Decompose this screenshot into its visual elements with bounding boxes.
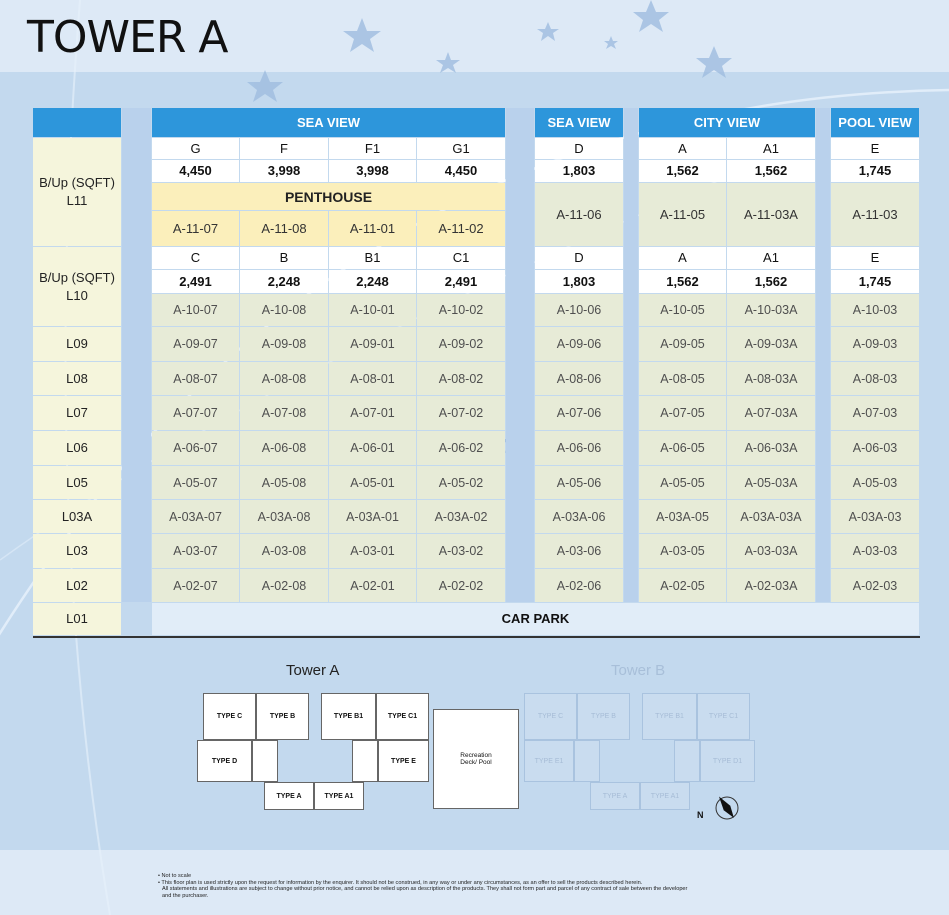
header-sea-view-main: SEA VIEW bbox=[152, 108, 505, 137]
unit-size: 1,745 bbox=[831, 160, 919, 182]
unit-size: 2,248 bbox=[240, 270, 328, 293]
unit-cell: A-09-05 bbox=[639, 327, 726, 361]
unit-cell: A-02-07 bbox=[152, 569, 239, 602]
unit-type: F1 bbox=[329, 138, 416, 159]
unit-type: G1 bbox=[417, 138, 505, 159]
unit-size: 1,803 bbox=[535, 160, 623, 182]
unit-cell: A-03-08 bbox=[240, 534, 328, 568]
unit-cell: A-03-06 bbox=[535, 534, 623, 568]
unit-cell: A-11-08 bbox=[240, 211, 328, 246]
unit-cell: A-11-06 bbox=[535, 183, 623, 246]
unit-cell: A-03A-06 bbox=[535, 500, 623, 533]
car-park: CAR PARK bbox=[152, 603, 919, 635]
unit-cell: A-06-05 bbox=[639, 431, 726, 465]
unit-size: 1,562 bbox=[727, 160, 815, 182]
unit-size: 3,998 bbox=[329, 160, 416, 182]
unit-cell: A-08-06 bbox=[535, 362, 623, 395]
unit-cell: A-05-08 bbox=[240, 466, 328, 499]
unit-cell: A-11-05 bbox=[639, 183, 726, 246]
tower-b-type-b: TYPE B bbox=[577, 693, 630, 740]
unit-cell: A-07-03 bbox=[831, 396, 919, 430]
unit-cell: A-08-01 bbox=[329, 362, 416, 395]
unit-cell: A-08-05 bbox=[639, 362, 726, 395]
recreation-deck-pool: Recreation Deck/ Pool bbox=[433, 709, 519, 809]
unit-cell: A-05-05 bbox=[639, 466, 726, 499]
unit-cell: A-02-03A bbox=[727, 569, 815, 602]
unit-type: A1 bbox=[727, 247, 815, 269]
unit-cell: A-03A-03 bbox=[831, 500, 919, 533]
unit-cell: A-09-07 bbox=[152, 327, 239, 361]
key-plan-type-e: TYPE E bbox=[378, 740, 429, 782]
tower-b-type-a1: TYPE A1 bbox=[640, 782, 690, 810]
unit-cell: A-05-03A bbox=[727, 466, 815, 499]
unit-cell: A-10-08 bbox=[240, 294, 328, 326]
tower-a-label: Tower A bbox=[286, 662, 340, 679]
header-city-view: CITY VIEW bbox=[639, 108, 815, 137]
unit-cell: A-03A-01 bbox=[329, 500, 416, 533]
unit-cell: A-03-02 bbox=[417, 534, 505, 568]
unit-cell: A-07-03A bbox=[727, 396, 815, 430]
gap-column bbox=[122, 108, 151, 602]
unit-cell: A-10-05 bbox=[639, 294, 726, 326]
unit-cell: A-10-02 bbox=[417, 294, 505, 326]
level-label-l06: L06 bbox=[33, 431, 121, 465]
note-line: and the purchaser. bbox=[162, 892, 209, 899]
unit-cell: A-07-06 bbox=[535, 396, 623, 430]
header-pool-view: POOL VIEW bbox=[831, 108, 919, 137]
unit-cell: A-08-03 bbox=[831, 362, 919, 395]
unit-cell: A-02-06 bbox=[535, 569, 623, 602]
unit-cell: A-08-02 bbox=[417, 362, 505, 395]
unit-cell: A-03A-07 bbox=[152, 500, 239, 533]
unit-size: 1,562 bbox=[639, 270, 726, 293]
key-plan-type-a1: TYPE A1 bbox=[314, 782, 364, 810]
unit-cell: A-07-01 bbox=[329, 396, 416, 430]
unit-cell: A-03A-08 bbox=[240, 500, 328, 533]
note-line: • Not to scale bbox=[158, 873, 192, 879]
unit-type: G bbox=[152, 138, 239, 159]
page-title: TOWER A bbox=[27, 12, 228, 63]
unit-cell: A-07-05 bbox=[639, 396, 726, 430]
compass-n-label: N bbox=[697, 810, 704, 820]
level-label-l05: L05 bbox=[33, 466, 121, 499]
gap-column bbox=[816, 108, 830, 602]
unit-cell: A-09-01 bbox=[329, 327, 416, 361]
unit-type: E bbox=[831, 247, 919, 269]
unit-cell: A-06-01 bbox=[329, 431, 416, 465]
unit-size: 2,248 bbox=[329, 270, 416, 293]
unit-cell: A-11-02 bbox=[417, 211, 505, 246]
unit-cell: A-10-03 bbox=[831, 294, 919, 326]
tower-b-type-a: TYPE A bbox=[590, 782, 640, 810]
tower-b-type-b1: TYPE B1 bbox=[642, 693, 697, 740]
unit-cell: A-10-07 bbox=[152, 294, 239, 326]
unit-type: B1 bbox=[329, 247, 416, 269]
key-plan-connector-left bbox=[252, 740, 278, 782]
unit-cell: A-07-07 bbox=[152, 396, 239, 430]
unit-cell: A-10-01 bbox=[329, 294, 416, 326]
unit-cell: A-03-05 bbox=[639, 534, 726, 568]
unit-cell: A-02-05 bbox=[639, 569, 726, 602]
key-plan-type-d: TYPE D bbox=[197, 740, 252, 782]
unit-cell: A-11-07 bbox=[152, 211, 239, 246]
unit-size: 4,450 bbox=[152, 160, 239, 182]
unit-cell: A-05-01 bbox=[329, 466, 416, 499]
unit-cell: A-08-03A bbox=[727, 362, 815, 395]
tower-b-type-d1: TYPE D1 bbox=[700, 740, 755, 782]
unit-type: E bbox=[831, 138, 919, 159]
unit-cell: A-08-07 bbox=[152, 362, 239, 395]
unit-cell: A-03-07 bbox=[152, 534, 239, 568]
unit-cell: A-08-08 bbox=[240, 362, 328, 395]
unit-cell: A-10-06 bbox=[535, 294, 623, 326]
unit-cell: A-10-03A bbox=[727, 294, 815, 326]
unit-cell: A-02-02 bbox=[417, 569, 505, 602]
key-plan-type-c: TYPE C bbox=[203, 693, 256, 740]
unit-cell: A-09-08 bbox=[240, 327, 328, 361]
gap-column bbox=[506, 108, 534, 602]
level-label-l11: B/Up (SQFT) L11 bbox=[33, 138, 121, 246]
unit-size: 1,803 bbox=[535, 270, 623, 293]
unit-size: 4,450 bbox=[417, 160, 505, 182]
unit-size: 1,562 bbox=[727, 270, 815, 293]
tower-b-type-e1: TYPE E1 bbox=[524, 740, 574, 782]
unit-cell: A-09-06 bbox=[535, 327, 623, 361]
unit-type: A bbox=[639, 138, 726, 159]
level-label-l02: L02 bbox=[33, 569, 121, 602]
unit-size: 1,562 bbox=[639, 160, 726, 182]
unit-cell: A-06-03A bbox=[727, 431, 815, 465]
unit-cell: A-11-03 bbox=[831, 183, 919, 246]
unit-cell: A-07-08 bbox=[240, 396, 328, 430]
unit-size: 1,745 bbox=[831, 270, 919, 293]
tower-b-type-c1: TYPE C1 bbox=[697, 693, 750, 740]
unit-cell: A-07-02 bbox=[417, 396, 505, 430]
penthouse-label: PENTHOUSE bbox=[152, 183, 505, 210]
unit-cell: A-06-06 bbox=[535, 431, 623, 465]
unit-type: B bbox=[240, 247, 328, 269]
unit-cell: A-09-03A bbox=[727, 327, 815, 361]
level-label-l03: L03 bbox=[33, 534, 121, 568]
tower-b-label: Tower B bbox=[611, 662, 666, 679]
unit-cell: A-02-03 bbox=[831, 569, 919, 602]
unit-cell: A-02-08 bbox=[240, 569, 328, 602]
unit-cell: A-05-03 bbox=[831, 466, 919, 499]
level-label-l08: L08 bbox=[33, 362, 121, 395]
level-label-l10: B/Up (SQFT) L10 bbox=[33, 247, 121, 326]
unit-type: C1 bbox=[417, 247, 505, 269]
north-arrow-icon bbox=[697, 790, 745, 830]
unit-cell: A-05-02 bbox=[417, 466, 505, 499]
table-bottom-rule bbox=[33, 636, 920, 638]
key-plan-type-b1: TYPE B1 bbox=[321, 693, 376, 740]
gap-column bbox=[624, 108, 638, 602]
unit-cell: A-09-03 bbox=[831, 327, 919, 361]
corner-header bbox=[33, 108, 121, 137]
unit-size: 2,491 bbox=[417, 270, 505, 293]
level-label-l07: L07 bbox=[33, 396, 121, 430]
unit-cell: A-03A-05 bbox=[639, 500, 726, 533]
unit-type: F bbox=[240, 138, 328, 159]
unit-cell: A-06-07 bbox=[152, 431, 239, 465]
unit-cell: A-06-02 bbox=[417, 431, 505, 465]
tower-b-type-c: TYPE C bbox=[524, 693, 577, 740]
unit-type: D bbox=[535, 247, 623, 269]
unit-cell: A-06-08 bbox=[240, 431, 328, 465]
unit-cell: A-11-03A bbox=[727, 183, 815, 246]
unit-type: A1 bbox=[727, 138, 815, 159]
unit-cell: A-03A-02 bbox=[417, 500, 505, 533]
level-label-l03a: L03A bbox=[33, 500, 121, 533]
level-label-l09: L09 bbox=[33, 327, 121, 361]
tower-b-connector-right bbox=[674, 740, 700, 782]
key-plan-type-c1: TYPE C1 bbox=[376, 693, 429, 740]
unit-cell: A-02-01 bbox=[329, 569, 416, 602]
disclaimer-notes bbox=[158, 873, 858, 899]
tower-b-connector-left bbox=[574, 740, 600, 782]
unit-cell: A-03A-03A bbox=[727, 500, 815, 533]
unit-size: 2,491 bbox=[152, 270, 239, 293]
header-sea-view: SEA VIEW bbox=[535, 108, 623, 137]
unit-cell: A-11-01 bbox=[329, 211, 416, 246]
unit-cell: A-03-03A bbox=[727, 534, 815, 568]
level-label-l01: L01 bbox=[33, 603, 121, 635]
note-line: • This floor plan is used strictly upon the request for information by the enquirer. It should not be construed, in any way or under any circumstances, as an offer to sell the products described herein. bbox=[158, 879, 643, 886]
key-plan-connector-right bbox=[352, 740, 378, 782]
unit-cell: A-03-03 bbox=[831, 534, 919, 568]
unit-cell: A-06-03 bbox=[831, 431, 919, 465]
unit-cell: A-03-01 bbox=[329, 534, 416, 568]
unit-type: D bbox=[535, 138, 623, 159]
unit-type: C bbox=[152, 247, 239, 269]
note-line: All statements and illustrations are subject to change without prior notice, and cannot be relied upon as description of the products. They shall not form part and parcel of any contract of sale between the developer bbox=[162, 886, 688, 893]
unit-cell: A-05-06 bbox=[535, 466, 623, 499]
unit-type: A bbox=[639, 247, 726, 269]
unit-cell: A-05-07 bbox=[152, 466, 239, 499]
key-plan-type-b: TYPE B bbox=[256, 693, 309, 740]
key-plan-type-a: TYPE A bbox=[264, 782, 314, 810]
unit-cell: A-09-02 bbox=[417, 327, 505, 361]
unit-size: 3,998 bbox=[240, 160, 328, 182]
